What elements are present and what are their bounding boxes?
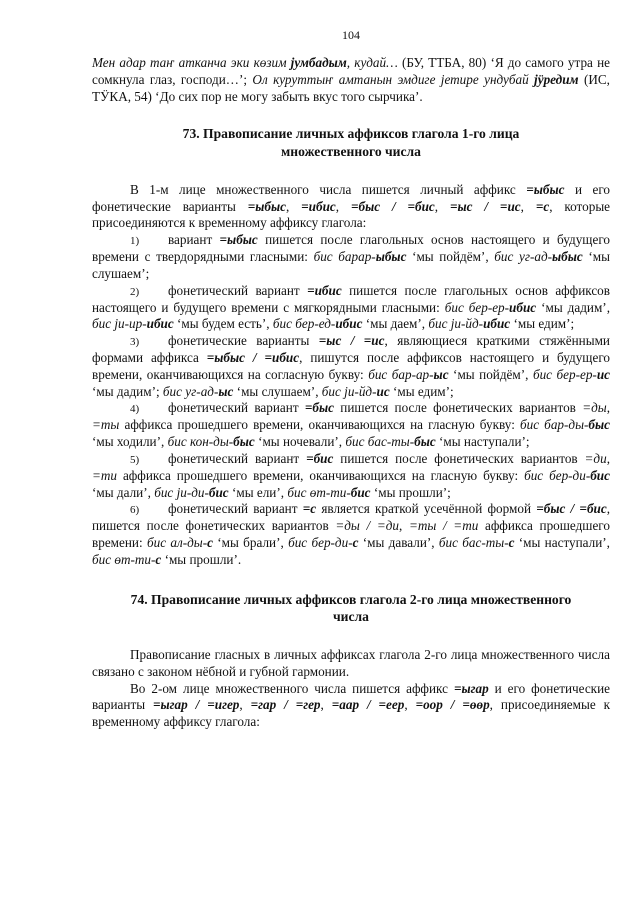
affix-run: ыбыс — [552, 249, 583, 265]
text-run: и его фонетические варианты — [92, 680, 610, 713]
text-run: ‘мы едим’; — [389, 383, 454, 399]
affix-run: ыс — [433, 366, 449, 382]
affix-run: быс — [414, 434, 436, 450]
example-run: бис өт-ти- — [92, 551, 156, 567]
example-run: бис ји-йд- — [321, 383, 377, 399]
affix-run: =быс — [304, 400, 334, 416]
affix-run: =аар / =еер — [331, 697, 405, 713]
text-run: аффикса прошедшего времени, оканчивающихся на гласную букву: — [117, 467, 525, 483]
list-item — [92, 333, 610, 400]
section-73-intro — [92, 182, 610, 232]
text-run: фонетические варианты — [168, 333, 319, 349]
list-item-number: 3) — [130, 336, 140, 349]
affix-run: с — [508, 535, 515, 551]
list-item — [92, 400, 610, 451]
text-run: фонетический вариант — [168, 450, 307, 466]
section-74-heading — [92, 591, 610, 626]
text-run: аффикса прошедшего времени: — [92, 518, 610, 551]
continuation-paragraph — [92, 55, 610, 105]
text-run: , пишутся после аффиксов настоящего и будущего времени, оканчивающихся на согласную букву: — [92, 350, 610, 382]
affix-run: =с — [302, 501, 317, 517]
text-run: вариант — [168, 232, 220, 248]
text-run: ‘мы слушаем’; — [92, 249, 610, 281]
affix-run: бис — [208, 484, 229, 500]
affix-run: =оор / =өөр — [415, 697, 490, 713]
text-run: , — [606, 450, 610, 466]
example-run: бис ји-йд- — [428, 316, 484, 332]
affix-run: ис — [596, 366, 611, 382]
text-run: фонетический вариант — [168, 282, 308, 298]
affix-run: =ыгар / =игер — [153, 697, 240, 713]
affix-run: =ибис — [307, 282, 342, 298]
affix-run: =ыс / =ис — [449, 198, 521, 214]
text-run: ‘мы ели’, — [228, 484, 288, 500]
affix-run: =быс / =бис — [350, 198, 435, 214]
example-run: бис кон-ды- — [167, 434, 234, 450]
affix-run: =ыс / =ис — [318, 333, 385, 349]
section-74-paragraph-2 — [92, 681, 610, 731]
text-run: ‘мы прошли’. — [161, 551, 242, 567]
example-run: =ты / =ти — [408, 518, 479, 534]
section-73-heading-line1: 73. Правописание личных аффиксов глагола 1-го лица — [182, 126, 520, 142]
example-run: бис бар-ар- — [368, 366, 434, 382]
text-run: ‘мы давали’, — [358, 535, 439, 551]
text-run: , — [320, 697, 332, 713]
affix-run: =ибис — [301, 198, 336, 214]
example-run: бис бас-ты- — [438, 535, 509, 551]
affix-run: ибис — [483, 316, 511, 332]
example-run: бис бер-ер- — [532, 366, 597, 382]
affix-run: =с — [535, 198, 550, 214]
affix-run: ибис — [146, 316, 174, 332]
example-run: , кудай… — [346, 55, 398, 70]
text-run: ‘мы наступали’; — [435, 434, 530, 450]
example-run: бис уг-ад- — [162, 383, 219, 399]
text-run: ‘мы брали’, — [212, 535, 289, 551]
affix-run: =ыбыс / =ибис — [206, 350, 300, 366]
text-run: (ИС, ТӰКА, 54) ‘До сих пор не могу забыть вкус того сырчика’. — [92, 71, 610, 104]
text-run: , — [520, 198, 536, 214]
example-run: Ол куруттыҥ амтанын эмдиге јетире ундубай — [252, 71, 535, 87]
affix-run: =ыбыс — [219, 232, 258, 248]
text-run: пишется после фонетических вариантов — [333, 450, 585, 466]
example-run: бис барар- — [313, 249, 376, 265]
affix-run: с — [155, 551, 162, 567]
text-run: ‘мы наступали’, — [514, 535, 610, 551]
affix-run: бис — [350, 484, 371, 500]
affix-run: =ыбыс — [526, 181, 565, 197]
text-run: ‘мы ходили’, — [92, 434, 168, 450]
section-73-heading-line2: множественного числа — [281, 143, 421, 159]
affix-run: быс — [588, 417, 610, 433]
affix-run: с — [207, 535, 213, 551]
text-run: ‘мы пойдём’, — [448, 366, 533, 382]
affix-run: ибис — [509, 299, 537, 315]
example-run: =ты — [92, 417, 120, 433]
text-run: , — [335, 198, 351, 214]
example-run: =ды / =ди — [335, 518, 399, 534]
example-run: бис бер-ди- — [524, 467, 591, 483]
text-run: , присоединяемые к временному аффиксу глагола: — [92, 697, 611, 730]
text-run: пишется после глагольных основ аффиксов настоящего и будущего времени с мягкорядными гласными: — [92, 282, 610, 315]
list-item-number: 2) — [130, 285, 140, 298]
text-run: , — [239, 697, 251, 713]
example-run: бис бер-ер- — [444, 299, 510, 315]
text-run: , — [606, 400, 610, 416]
example-run: бис ји-ди- — [154, 484, 209, 500]
text-run: (БУ, ТТБА, 80) ‘Я до самого утра не сомкнула глаз, господи…’; — [92, 55, 610, 87]
list-item-number: 6) — [130, 504, 140, 517]
text-run: ‘мы прошли’; — [370, 484, 451, 500]
text-run: фонетический вариант — [168, 400, 305, 416]
text-run: ‘мы пойдём’, — [406, 249, 495, 265]
text-run: аффикса прошедшего времени, оканчивающихся на гласную букву: — [119, 417, 520, 433]
affix-run: ибис — [335, 316, 363, 332]
list-item — [92, 283, 610, 334]
section-74-heading-line2: числа — [333, 608, 369, 624]
text-run: Во 2-ом лице множественного числа пишется аффикс — [130, 680, 454, 696]
text-run: , — [399, 518, 409, 534]
section-73-heading — [92, 125, 610, 160]
example-run: бис бер-ди- — [288, 535, 353, 551]
example-run: =ды — [582, 400, 607, 416]
section-74-heading-line1: 74. Правописание личных аффиксов глагола 2-го лица множественного — [130, 591, 572, 607]
text-run: В 1-м лице множественного числа пишется личный аффикс — [130, 181, 527, 197]
example-run: бис ји-ир- — [92, 316, 147, 332]
text-run: ‘мы едим’; — [510, 316, 575, 332]
example-run: =ти — [92, 467, 118, 483]
list-item-number: 1) — [130, 235, 140, 248]
text-run: фонетический вариант — [168, 501, 303, 517]
affix-run: бис — [590, 467, 610, 483]
list-item-number: 4) — [130, 403, 140, 416]
affix-run: =быс / =бис — [536, 501, 607, 517]
affix-run: ис — [376, 383, 390, 399]
affix-run: ыбыс — [375, 249, 407, 265]
text-run: пишется после глагольных основ настоящего и будущего времени с твердорядными гласными: — [92, 232, 610, 265]
example-run: =ди — [584, 450, 607, 466]
section-74-paragraph-1 — [92, 647, 610, 681]
example-run: бис бас-ты- — [345, 434, 415, 450]
example-run: бис ал-ды- — [146, 535, 208, 551]
example-run: Мен адар таҥ атканча эки көзим — [92, 55, 291, 70]
example-run: бис бер-ед- — [272, 316, 336, 332]
affix-run: =бис — [306, 450, 334, 466]
affix-run: =ыбыс — [247, 198, 286, 214]
text-run: пишется после фонетических вариантов — [334, 400, 583, 416]
text-run: , — [434, 198, 450, 214]
list-item — [92, 501, 610, 568]
text-run: Правописание гласных в личных аффиксах глагола 2-го лица множественного числа связано с законом нёбной и губной гармонии. — [92, 647, 610, 679]
affix-run: ыс — [218, 383, 234, 399]
text-run: , которые присоединяются к временному аффиксу глагола: — [92, 198, 611, 231]
text-run: ‘мы даем’, — [362, 316, 429, 332]
affix-run: быс — [233, 434, 255, 450]
text-run: ‘мы слушаем’, — [233, 383, 322, 399]
text-run: и его фонетические варианты — [92, 181, 610, 214]
example-run: бис уг-ад- — [494, 249, 553, 265]
text-run: , являющиеся краткими стяжёнными формами аффикса — [92, 333, 610, 366]
affix-run: јӱредим — [534, 71, 579, 87]
list-item — [92, 232, 610, 283]
example-run: бис бар-ды- — [519, 417, 589, 433]
page-number: 104 — [342, 28, 360, 42]
text-run: ‘мы дадим’; — [92, 383, 163, 399]
affix-run: јумбадым — [290, 55, 347, 70]
text-run: ‘мы будем есть’, — [173, 316, 273, 332]
text-run: ‘мы дадим’, — [536, 299, 610, 315]
text-run: , — [404, 697, 416, 713]
list-item-number: 5) — [130, 453, 140, 466]
affix-run: с — [352, 535, 359, 551]
text-run: является краткой усечённой формой — [316, 501, 537, 517]
affix-run: =гар / =гер — [250, 697, 321, 713]
example-run: бис өт-ти- — [287, 484, 351, 500]
affix-run: =ыгар — [453, 680, 489, 696]
text-run: ‘мы дали’, — [92, 484, 155, 500]
section-73-list — [92, 232, 610, 569]
text-run: , пишется после фонетических вариантов — [92, 501, 611, 534]
list-item — [92, 451, 610, 502]
text-run: ‘мы ночевали’, — [254, 434, 346, 450]
text-run: , — [285, 198, 302, 214]
